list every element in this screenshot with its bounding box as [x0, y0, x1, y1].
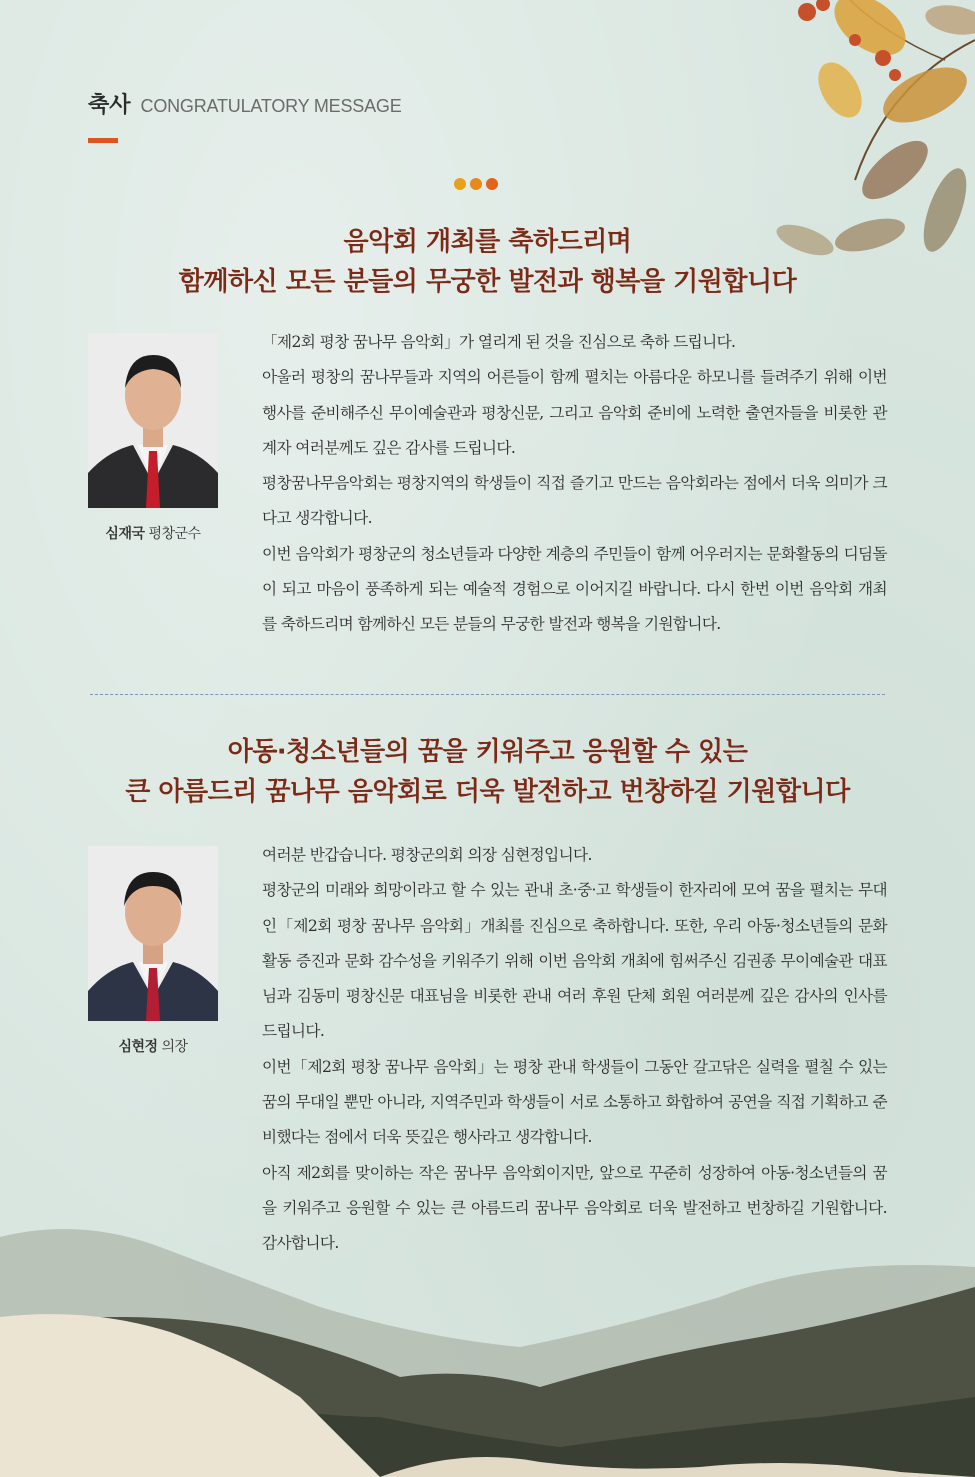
dot-2 — [470, 178, 482, 190]
person-title: 의장 — [161, 1039, 188, 1055]
message-1-body — [262, 325, 887, 643]
dot-1 — [454, 178, 466, 190]
body-paragraph: 평창군의 미래와 희망이라고 할 수 있는 관내 초·중·고 학생들이 한자리에 모여 꿈을 펼치는 무대인「제2회 평창 꿈나무 음악회」개최를 진심으로 축하합니다. 또한, 우리 아동·청소년들의 문화 활동 증진과 문화 감수성을 키워주기 위해 이번 음악회 개최에 힘써주신 김권종 무이예술관 대표님과 김동미 평창신문 대표님을 비롯한 관내 여러 후원 단체 회원 여러분께 깊은 감사의 인사를 드립니다. — [262, 881, 887, 1041]
message-2-headline — [60, 732, 915, 812]
headline-line: 함께하신 모든 분들의 무궁한 발전과 행복을 기원합니다 — [178, 267, 797, 297]
person-name: 심현정 — [118, 1039, 158, 1055]
header-accent-bar — [88, 138, 118, 143]
message-1-headline — [60, 222, 915, 302]
body-paragraph: 「제2회 평창 꿈나무 음악회」가 열리게 된 것을 진심으로 축하 드립니다. — [262, 333, 736, 351]
body-paragraph: 아직 제2회를 맞이하는 작은 꿈나무 음악회이지만, 앞으로 꾸준히 성장하여 아동·청소년들의 꿈을 키워주고 응원할 수 있는 큰 아름드리 꿈나무 음악회로 더욱 발전하고 번창하길 기원합니다. 감사합니다. — [262, 1163, 887, 1253]
headline-line: 큰 아름드리 꿈나무 음악회로 더욱 발전하고 번창하길 기원합니다 — [125, 777, 850, 807]
person-title: 평창군수 — [148, 526, 201, 542]
header-title-ko: 축사 — [88, 93, 131, 118]
portrait-photo — [88, 333, 218, 508]
message-2-body — [262, 838, 887, 1262]
decorative-dots — [454, 178, 498, 190]
header-title-en: CONGRATULATORY MESSAGE — [140, 96, 402, 116]
body-paragraph: 아울러 평창의 꿈나무들과 지역의 어른들이 함께 펼치는 아름다운 하모니를 들려주기 위해 이번 행사를 준비해주신 무이예술관과 평창신문, 그리고 음악회 준비에 노력한 출연자들을 비롯한 관계자 여러분께도 깊은 감사를 드립니다. — [262, 368, 887, 457]
portrait-photo — [88, 846, 218, 1021]
mountain-decoration — [0, 1217, 975, 1477]
headline-line: 음악회 개최를 축하드리며 — [343, 227, 632, 257]
portrait-caption — [88, 523, 218, 543]
body-paragraph: 여러분 반갑습니다. 평창군의회 의장 심현정입니다. — [262, 846, 592, 864]
portrait-caption — [88, 1036, 218, 1056]
person-name: 심재국 — [105, 526, 145, 542]
body-paragraph: 이번「제2회 평창 꿈나무 음악회」는 평창 관내 학생들이 그동안 갈고닦은 실력을 펼칠 수 있는 꿈의 무대일 뿐만 아니라, 지역주민과 학생들이 서로 소통하고 화합하여 공연을 직접 기획하고 준비했다는 점에서 더욱 뜻깊은 행사라고 생각합니다. — [262, 1057, 887, 1147]
body-paragraph: 이번 음악회가 평창군의 청소년들과 다양한 계층의 주민들이 함께 어우러지는 문화활동의 디딤돌이 되고 마음이 풍족하게 되는 예술적 경험으로 이어지길 바랍니다. 다시 한번 이번 음악회 개최를 축하드리며 함께하신 모든 분들의 무궁한 발전과 행복을 기원합니다. — [262, 544, 887, 634]
section-header — [88, 88, 402, 119]
section-divider — [90, 694, 885, 695]
body-paragraph: 평창꿈나무음악회는 평창지역의 학생들이 직접 즐기고 만드는 음악회라는 점에서 더욱 의미가 크다고 생각합니다. — [262, 474, 887, 528]
headline-line: 아동·청소년들의 꿈을 키워주고 응원할 수 있는 — [227, 737, 748, 767]
dot-3 — [486, 178, 498, 190]
autumn-leaves-decoration — [645, 0, 975, 360]
